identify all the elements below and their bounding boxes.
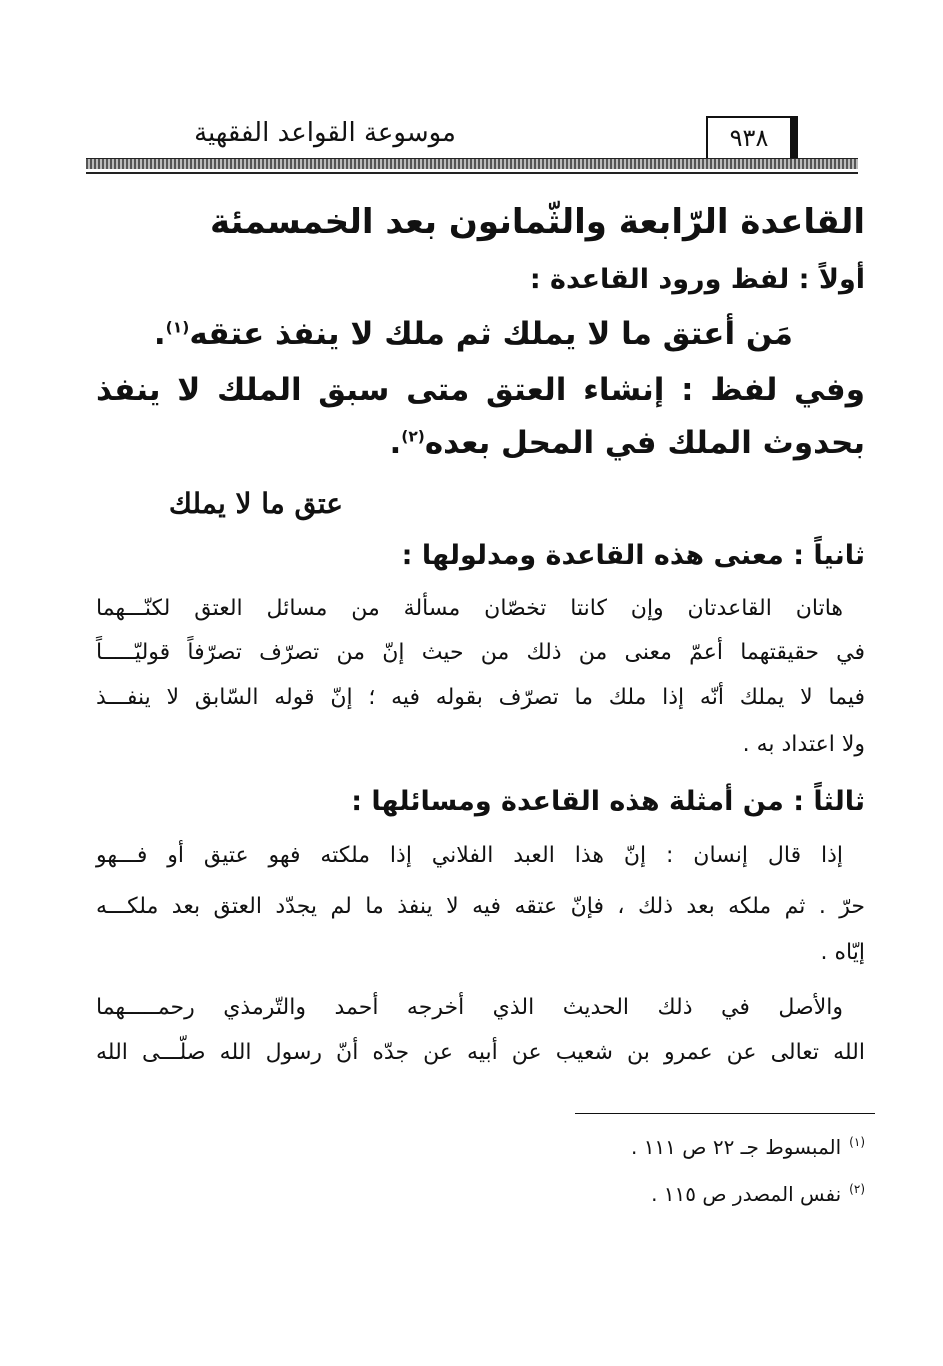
page-header <box>86 108 858 178</box>
section3-line: حرّ . ثم ملكه بعد ذلك ، فإنّ عتقه فيه لا ينفذ ما لم يجدّد العتق بعد ملكـــه <box>96 894 865 919</box>
alt-wording-line1: وفي لفظ : إنشاء العتق متى سبق الملك لا ينفذ <box>96 372 865 408</box>
alt-wording-line2 <box>389 425 865 461</box>
footnote-ref-2: (٢) <box>401 427 425 446</box>
footnote-1 <box>631 1135 865 1159</box>
period: . <box>153 316 166 352</box>
section2-line: فيما لا يملك أنّه إذا ملك ما تصرّف بقوله فيه ؛ إنّ قوله السّابق لا ينفـــذ <box>96 685 865 710</box>
section2-line: ولا اعتداد به . <box>742 732 865 757</box>
section1-heading: أولاً : لفظ ورود القاعدة : <box>529 264 865 295</box>
section2-line: هاتان القاعدتان وإن كانتا تخصّان مسألة من مسائل العتق لكنّـــهما <box>96 596 843 621</box>
rule-statement <box>154 316 793 352</box>
section3-line: الله تعالى عن عمرو بن شعيب عن أبيه عن جدّه أنّ رسول الله صلّـــى الله <box>96 1040 865 1065</box>
header-divider <box>86 172 858 174</box>
page-number: ٩٣٨ <box>706 116 798 158</box>
section2-line: في حقيقتهما أعمّ معنى من ذلك من حيث إنّ من تصرّف تصرّفاً قوليّـــــاً <box>96 640 865 665</box>
period: . <box>389 425 402 461</box>
rule-title: القاعدة الرّابعة والثّمانون بعد الخمسمئة <box>209 202 865 242</box>
footnote-divider <box>575 1113 875 1114</box>
section3-line: إذا قال إنسان : إنّ هذا العبد الفلاني إذا ملكته فهو عتيق أو فـــهو <box>96 843 843 868</box>
section3-heading: ثالثاً : من أمثلة هذه القاعدة ومسائلها : <box>351 786 865 817</box>
footnote-2-mark: (٢) <box>849 1182 865 1197</box>
rule-statement-text: مَن أعتق ما لا يملك ثم ملك لا ينفذ عتقه <box>189 316 793 352</box>
short-rule-title: عتق ما لا يملك <box>168 487 343 520</box>
footnote-1-mark: (١) <box>849 1135 865 1150</box>
footnote-2-text: نفس المصدر ص ١١٥ . <box>651 1182 842 1206</box>
section3-line: إيّاه . <box>820 940 865 965</box>
section2-heading: ثانياً : معنى هذه القاعدة ومدلولها : <box>401 540 865 571</box>
footnote-1-text: المبسوط جـ ٢٢ ص ١١١ . <box>630 1135 842 1159</box>
footnote-ref-1: (١) <box>165 318 190 337</box>
header-band <box>86 158 858 169</box>
alt-wording-text: بحدوث الملك في المحل بعده <box>424 425 865 461</box>
book-title: موسوعة القواعد الفقهية <box>194 118 456 148</box>
section3-line: والأصل في ذلك الحديث الذي أخرجه أحمد والتّرمذي رحمـــــهما <box>96 995 843 1020</box>
footnote-2 <box>651 1182 865 1206</box>
